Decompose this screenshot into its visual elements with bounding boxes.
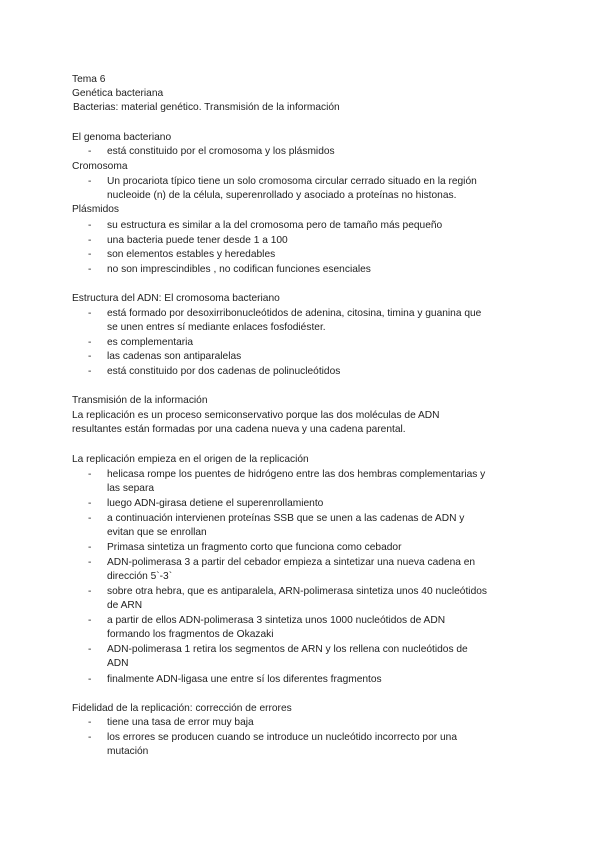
list-item-text: Primasa sintetiza un fragmento corto que funciona como cebador: [107, 542, 402, 553]
bullet-dash: -: [88, 366, 92, 377]
list-item-continuation: dirección 5`-3`: [107, 571, 173, 582]
bullet-dash: -: [88, 220, 92, 231]
list-item-text: son elementos estables y heredables: [107, 249, 276, 260]
bullet-dash: -: [88, 308, 92, 319]
list-item-text: tiene una tasa de error muy baja: [107, 717, 254, 728]
bullet-dash: -: [88, 586, 92, 597]
document-subtitle: Bacterias: material genético. Transmisión de la información: [73, 102, 340, 113]
bullet-dash: -: [88, 337, 92, 348]
paragraph-line: La replicación es un proceso semiconservativo porque las dos moléculas de ADN: [72, 410, 440, 421]
bullet-dash: -: [88, 615, 92, 626]
bullet-dash: -: [88, 732, 92, 743]
section-heading-replication: La replicación empieza en el origen de la replicación: [72, 454, 309, 465]
topic-number: Tema 6: [72, 74, 106, 85]
list-item-continuation: evitan que se enrollan: [107, 527, 207, 538]
list-item-text: está formado por desoxirribonucleótidos de adenina, citosina, timina y guanina que: [107, 308, 482, 319]
list-item-text: no son imprescindibles , no codifican funciones esenciales: [107, 264, 371, 275]
paragraph-line: resultantes están formadas por una cadena nueva y una cadena parental.: [72, 424, 406, 435]
list-item-text: finalmente ADN-ligasa une entre sí los diferentes fragmentos: [107, 674, 382, 685]
bullet-dash: -: [88, 717, 92, 728]
list-item-text: las cadenas son antiparalelas: [107, 351, 242, 362]
list-item-text: luego ADN-girasa detiene el superenrollamiento: [107, 498, 324, 509]
list-item-continuation: formando los fragmentos de Okazaki: [107, 629, 274, 640]
section-heading-dna-structure: Estructura del ADN: El cromosoma bacteriano: [72, 293, 280, 304]
list-item-continuation: ADN: [107, 658, 129, 669]
list-item-text: una bacteria puede tener desde 1 a 100: [107, 235, 288, 246]
list-item-continuation: las separa: [107, 483, 155, 494]
bullet-dash: -: [88, 674, 92, 685]
bullet-dash: -: [88, 146, 92, 157]
bullet-dash: -: [88, 557, 92, 568]
bullet-dash: -: [88, 351, 92, 362]
bullet-dash: -: [88, 469, 92, 480]
list-item-text: su estructura es similar a la del cromosoma pero de tamaño más pequeño: [107, 220, 443, 231]
list-item-text: es complementaria: [107, 337, 194, 348]
list-item-text: ADN-polimerasa 1 retira los segmentos de ARN y los rellena con nucleótidos de: [107, 644, 468, 655]
section-heading-fidelity: Fidelidad de la replicación: corrección de errores: [72, 703, 292, 714]
bullet-dash: -: [88, 513, 92, 524]
list-item-text: a continuación intervienen proteínas SSB que se unen a las cadenas de ADN y: [107, 513, 465, 524]
document-title: Genética bacteriana: [72, 88, 164, 99]
section-heading-transmission: Transmisión de la información: [72, 395, 208, 406]
bullet-dash: -: [88, 644, 92, 655]
bullet-dash: -: [88, 542, 92, 553]
list-item-text: los errores se producen cuando se introduce un nucleótido incorrecto por una: [107, 732, 457, 743]
bullet-dash: -: [88, 249, 92, 260]
section-heading-plasmids: Plásmidos: [72, 204, 119, 215]
section-heading-chromosome: Cromosoma: [72, 161, 128, 172]
bullet-dash: -: [88, 498, 92, 509]
list-item-text: helicasa rompe los puentes de hidrógeno entre las dos hembras complementarias y: [107, 469, 486, 480]
list-item-text: Un procariota típico tiene un solo cromosoma circular cerrado situado en la región: [107, 176, 477, 187]
bullet-dash: -: [88, 176, 92, 187]
list-item-text: está constituido por el cromosoma y los plásmidos: [107, 146, 335, 157]
section-heading-genome: El genoma bacteriano: [72, 132, 172, 143]
list-item-continuation: se unen entres sí mediante enlaces fosfodiéster.: [107, 322, 326, 333]
list-item-continuation: mutación: [107, 746, 149, 757]
list-item-text: está constituido por dos cadenas de polinucleótidos: [107, 366, 341, 377]
list-item-text: sobre otra hebra, que es antiparalela, ARN-polimerasa sintetiza unos 40 nucleótidos: [107, 586, 487, 597]
bullet-dash: -: [88, 264, 92, 275]
list-item-continuation: de ARN: [107, 600, 143, 611]
list-item-text: ADN-polimerasa 3 a partir del cebador empieza a sintetizar una nueva cadena en: [107, 557, 476, 568]
list-item-text: a partir de ellos ADN-polimerasa 3 sintetiza unos 1000 nucleótidos de ADN: [107, 615, 446, 626]
list-item-continuation: nucleoide (n) de la célula, superenrollado y asociado a proteínas no histonas.: [107, 190, 457, 201]
bullet-dash: -: [88, 235, 92, 246]
